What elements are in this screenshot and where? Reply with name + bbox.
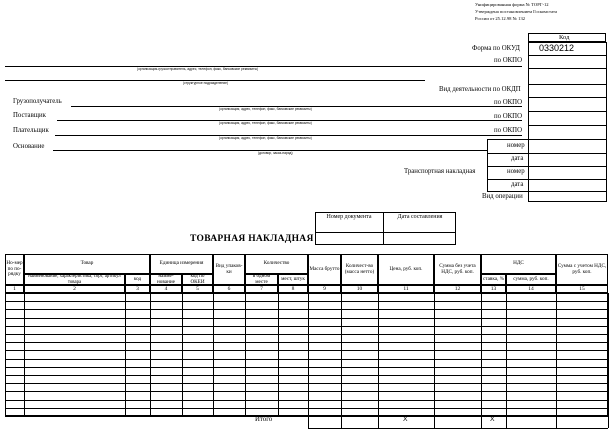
code-header-cell — [528, 33, 606, 42]
col-unit-okei-header: код по ОКЕИ — [182, 274, 213, 285]
code-column — [528, 42, 607, 202]
okud-code-value: 0330212 — [539, 43, 575, 53]
col-price-header: Цена, руб. коп. — [378, 254, 434, 285]
col-tovar-name-header: наименование, характеристика, сорт, артикул товара — [24, 274, 125, 285]
column-number-9: 9 — [308, 285, 341, 293]
column-number-3: 3 — [125, 285, 150, 293]
column-number-4: 4 — [150, 285, 182, 293]
column-number-12: 12 — [434, 285, 481, 293]
doc-number-label: Номер документа — [326, 214, 372, 220]
col-qty-header: Количество — [245, 254, 308, 274]
payer-caption: (организация, адрес, телефон, факс, банковские реквизиты) — [219, 136, 312, 140]
form-header-line1: Унифицированная форма № ТОРГ-12 — [475, 2, 549, 7]
okpo-label-3: по ОКПО — [494, 113, 522, 120]
nomer-label-1: номер — [507, 142, 525, 149]
document-title: ТОВАРНАЯ НАКЛАДНАЯ — [190, 234, 314, 244]
column-number-2: 2 — [24, 285, 125, 293]
data-label-2: дата — [511, 181, 524, 188]
org-caption: (организация-грузоотправитель, адрес, телефон, факс, банковские реквизиты) — [137, 67, 259, 71]
basis-label: Основание — [13, 143, 45, 150]
supplier-label: Поставщик — [13, 112, 46, 119]
col-unit-header: Единица измерения — [150, 254, 213, 274]
col-kod-header: код — [125, 274, 150, 285]
column-number-6: 6 — [213, 285, 245, 293]
column-number-1: 1 — [5, 285, 24, 293]
form-header-line2: Утверждена постановлением Госкомстата — [475, 9, 558, 14]
col-unit-name-header: наиме-нование — [150, 274, 182, 285]
nomer-label-2: номер — [507, 168, 525, 175]
doc-date-label: Дата составления — [397, 214, 443, 220]
itogo-x-vat-rate: X — [490, 416, 495, 423]
org-line — [5, 66, 522, 67]
column-number-7: 7 — [245, 285, 278, 293]
col-qty-places-header: мест, штук — [278, 274, 308, 285]
itogo-x-price: X — [403, 416, 408, 423]
basis-caption: (договор, заказ-наряд) — [258, 151, 293, 155]
col-vat-header: НДС — [481, 254, 556, 274]
col-qty-one-header: в одном месте — [245, 274, 278, 285]
okpo-label-1: по ОКПО — [494, 57, 522, 64]
okpo-label-2: по ОКПО — [494, 99, 522, 106]
column-number-14: 14 — [506, 285, 556, 293]
col-vat-rate-header: ставка, % — [481, 274, 506, 285]
division-caption: (структурное подразделение) — [183, 81, 229, 85]
transport-label: Транспортная накладная — [404, 168, 476, 175]
column-number-5: 5 — [182, 285, 213, 293]
column-number-13: 13 — [481, 285, 506, 293]
col-vat-sum-header: сумма, руб. коп. — [506, 274, 556, 285]
form-header-line3: России от 25.12.98 № 132 — [475, 16, 526, 21]
col-mass-header: Масса брутто — [308, 254, 341, 285]
consignee-caption: (организация, адрес, телефон, факс, банковские реквизиты) — [219, 107, 312, 111]
payer-label: Плательщик — [13, 127, 49, 134]
data-label-1: дата — [511, 155, 524, 162]
col-tovar-header: Товар — [24, 254, 150, 274]
col-sum-novat-header: Сумма без учета НДС, руб. коп. — [434, 254, 481, 285]
column-number-10: 10 — [341, 285, 378, 293]
col-nomer-header: Но-мер по по-рядку — [5, 254, 24, 285]
supplier-caption: (организация, адрес, телефон, факс, банковские реквизиты) — [219, 121, 312, 125]
col-qty-net-header: Количест-во (масса нетто) — [341, 254, 378, 285]
code-header-label: Код — [559, 34, 570, 41]
column-number-11: 11 — [378, 285, 434, 293]
okpo-label-4: по ОКПО — [494, 127, 522, 134]
consignee-label: Грузополучатель — [13, 98, 62, 105]
okud-label: Форма по ОКУД — [472, 45, 520, 52]
operation-label: Вид операции — [482, 193, 523, 200]
okdp-label: Вид деятельности по ОКДП — [439, 86, 521, 93]
col-total-header: Сумма с учетом НДС, руб. коп. — [556, 254, 608, 285]
col-pack-header: Вид упаков-ки — [213, 254, 245, 285]
column-number-15: 15 — [556, 285, 608, 293]
itogo-label: Итого — [255, 416, 273, 423]
column-number-8: 8 — [278, 285, 308, 293]
